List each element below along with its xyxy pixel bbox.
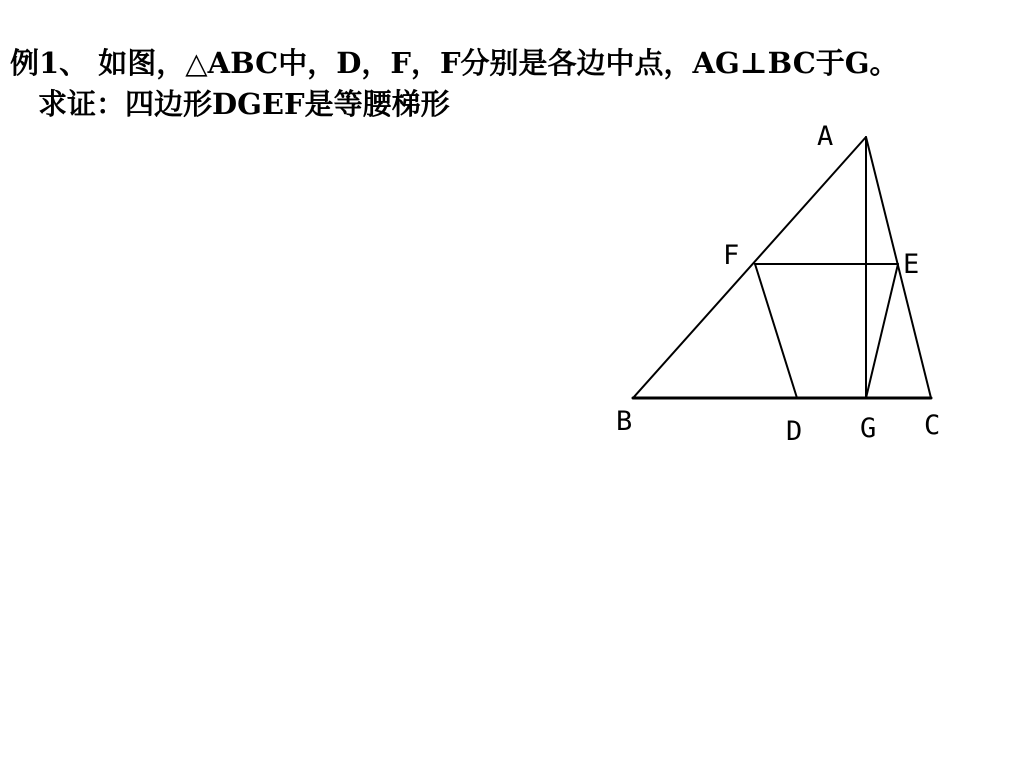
proof-goal: 求证：四边形DGEF是等腰梯形 [38,87,450,121]
label-point-a: A [817,121,834,152]
label-point-c: C [924,410,941,441]
label-point-d: D [786,416,803,447]
segment-eg [866,264,898,398]
label-point-g: G [860,413,877,444]
problem-statement: 例1、 如图，△ABC中，D，F，F分别是各边中点，AG⊥BC于G。 [10,46,899,80]
label-point-e: E [903,249,920,280]
label-point-b: B [616,406,633,437]
segment-ab [633,137,866,398]
segment-fd [755,264,797,398]
label-point-f: F [723,240,740,271]
